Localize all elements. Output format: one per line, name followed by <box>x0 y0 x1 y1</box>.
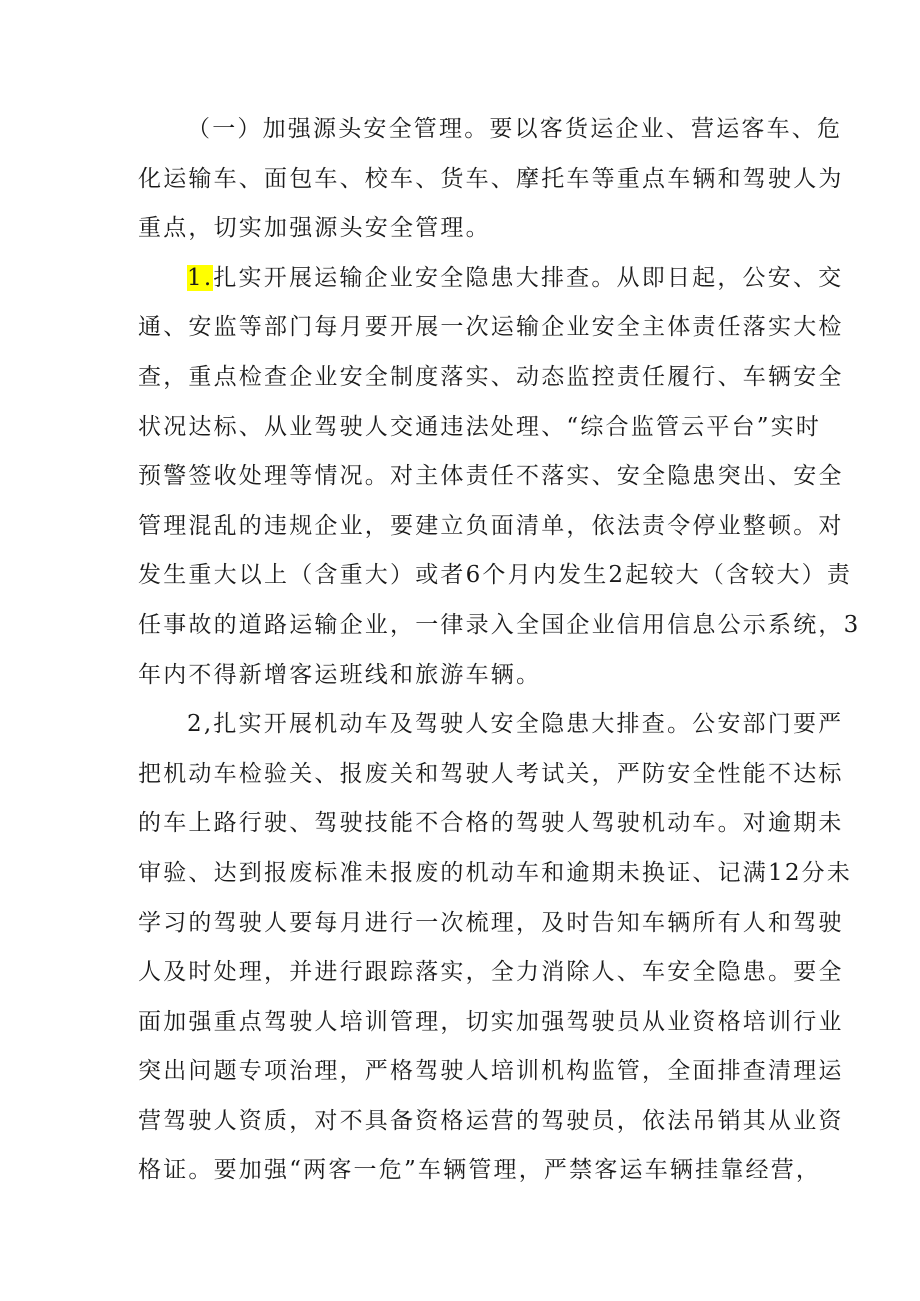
line-text: 人及时处理，并进行跟踪落实，全力消除人、车安全隐患。要全 <box>138 959 844 986</box>
line-text: 营驾驶人资质，对不具备资格运营的驾驶员，依法吊销其从业资 <box>138 1107 844 1134</box>
text-line <box>138 899 844 949</box>
paragraph-source-safety <box>138 105 844 254</box>
line-text: 预警签收处理等情况。对主体责任不落实、安全隐患突出、安全 <box>138 463 844 490</box>
text-line <box>138 353 844 403</box>
text-line <box>138 303 844 353</box>
line-text: 状况达标、从业驾驶人交通违法处理、“综合监管云平台”实时 <box>138 413 822 440</box>
highlighted-number: 1. <box>187 264 214 291</box>
line-text: （一）加强源头安全管理。要以客货运企业、营运客车、危 <box>187 116 843 142</box>
line-text: 的车上路行驶、驾驶技能不合格的驾驶人驾驶机动车。对逾期未 <box>138 810 844 837</box>
line-text: 审验、达到报废标准未报废的机动车和逾期未换证、记满12分未 <box>138 859 853 886</box>
line-text: 通、安监等部门每月要开展一次运输企业安全主体责任落实大检 <box>138 314 844 341</box>
text-line <box>138 1047 844 1097</box>
text-line <box>138 254 844 304</box>
text-line <box>138 849 853 899</box>
paragraph-enterprise-inspection <box>138 254 861 700</box>
text-line <box>138 155 844 205</box>
line-text: 查，重点检查企业安全制度落实、动态监控责任履行、车辆安全 <box>138 363 844 390</box>
text-line <box>138 700 844 750</box>
line-text: 任事故的道路运输企业，一律录入全国企业信用信息公示系统，3 <box>138 611 861 638</box>
line-text: 格证。要加强“两客一危”车辆管理，严禁客运车辆挂靠经营， <box>138 1157 822 1184</box>
text-line <box>138 948 844 998</box>
line-text: 2,扎实开展机动车及驾驶人安全隐患大排查。公安部门要严 <box>187 711 844 738</box>
text-line <box>138 204 788 254</box>
text-line <box>138 799 844 849</box>
text-line <box>138 1146 822 1196</box>
line-text: 突出问题专项治理，严格驾驶人培训机构监管，全面排查清理运 <box>138 1058 844 1085</box>
text-line <box>138 651 788 701</box>
line-text: 把机动车检验关、报废关和驾驶人考试关，严防安全性能不达标 <box>138 760 844 787</box>
line-text: 扎实开展运输企业安全隐患大排查。从即日起，公安、交 <box>213 264 844 291</box>
text-line <box>138 502 844 552</box>
text-line <box>138 1097 844 1147</box>
text-line <box>138 750 844 800</box>
line-text: 年内不得新增客运班线和旅游车辆。 <box>138 661 542 688</box>
line-text: 发生重大以上（含重大）或者6个月内发生2起较大（含较大）责 <box>138 562 853 589</box>
line-text: 学习的驾驶人要每月进行一次梳理，及时告知车辆所有人和驾驶 <box>138 909 844 936</box>
line-text: 重点，切实加强源头安全管理。 <box>138 215 491 242</box>
paragraph-vehicle-driver-inspection <box>138 700 853 1196</box>
text-line <box>138 105 843 155</box>
text-line <box>138 998 844 1048</box>
text-line <box>138 601 861 651</box>
text-line <box>138 452 844 502</box>
text-line <box>138 403 822 453</box>
line-text: 化运输车、面包车、校车、货车、摩托车等重点车辆和驾驶人为 <box>138 165 844 192</box>
line-text: 面加强重点驾驶人培训管理，切实加强驾驶员从业资格培训行业 <box>138 1008 844 1035</box>
line-text: 管理混乱的违规企业，要建立负面清单，依法责令停业整顿。对 <box>138 512 844 539</box>
text-line <box>138 551 853 601</box>
document-body <box>138 105 861 1196</box>
